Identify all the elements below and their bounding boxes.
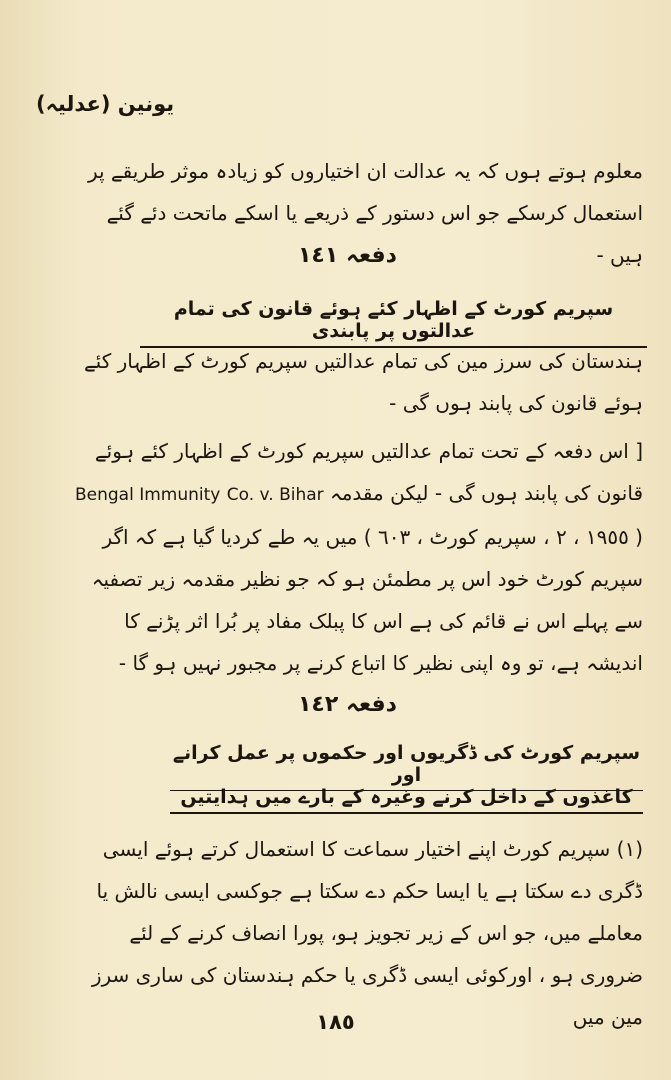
section-142-number: ١٤٢ xyxy=(298,692,339,717)
case-name-a: Bengal Immunity xyxy=(75,485,221,505)
running-header: یونین (عدلیہ) xyxy=(36,92,175,116)
section-141-title xyxy=(0,243,671,268)
section-142-title xyxy=(0,692,671,717)
intro-paragraph: معلوم ہوتے ہوں کہ یہ عدالت ان اختیاروں کو زیادہ موثر طریقے پر استعمال کرسکے جو اس دستور کے ذریعے یا اسکے ماتحت دئے گئے ہیں - xyxy=(87,159,643,267)
section-141-heading: سپریم کورٹ کے اظہار کئے ہوئے قانون کی تمام عدالتوں پر پابندی xyxy=(140,298,647,348)
section-142-heading-line1: سپریم کورٹ کی ڈگریوں اور حکموں پر عمل کرانے اور xyxy=(170,742,643,791)
note-part1: [ اس دفعہ کے تحت تمام عدالتیں سپریم کورٹ کے اظہار کئے ہوئے قانون کی پابند ہوں گی - لیکن مقدمہ xyxy=(94,439,643,505)
note-part2: میں یہ طے کردیا گیا ہے کہ اگر سپریم کورٹ خود اس پر مطمئن ہو کہ جو نظیر مقدمہ زیر تصفیہ سے پہلے اس نے قائم کی ہے اس کا پبلک مفاد پر بُرا اثر پڑنے کا اندیشہ ہے، تو وہ اپنی نظیر کا اتباع کرنے پر مجبور نہیں ہو گا - xyxy=(91,525,643,675)
page-number: ١٨٥ xyxy=(316,1010,355,1034)
section-141-note xyxy=(72,430,643,684)
section-141-number: ١٤١ xyxy=(298,243,339,268)
section-141-body: ہندستان کی سرز مین کی تمام عدالتیں سپریم کورٹ کے اظہار کئے ہوئے قانون کی پابند ہوں گی - xyxy=(83,349,643,415)
section-141-label: دفعہ xyxy=(345,243,397,268)
case-name-b: Co. v. Bihar xyxy=(226,485,324,505)
section-142-label: دفعہ xyxy=(345,692,397,717)
section-142-heading-line2: کاغذوں کے داخل کرنے وغیرہ کے بارے میں ہدایتیں xyxy=(170,786,643,814)
section-142-body: (١) سپریم کورٹ اپنے اختیار سماعت کا استعمال کرتے ہوئے ایسی ڈگری دے سکتا ہے یا ایسا حکم دے سکتا ہے جوکسی ایسی نالش یا معاملے میں، جو اس کے زیر تجویز ہو، پورا انصاف کرنے کے لئے ضروری ہو ، اورکوئی ایسی ڈگری یا حکم ہندستان کی ساری سرز مین میں xyxy=(91,837,643,1029)
citation: ( ١٩٥٥ ، ٢ ، سپریم کورٹ ، ٦٠٣ ) xyxy=(363,525,643,549)
